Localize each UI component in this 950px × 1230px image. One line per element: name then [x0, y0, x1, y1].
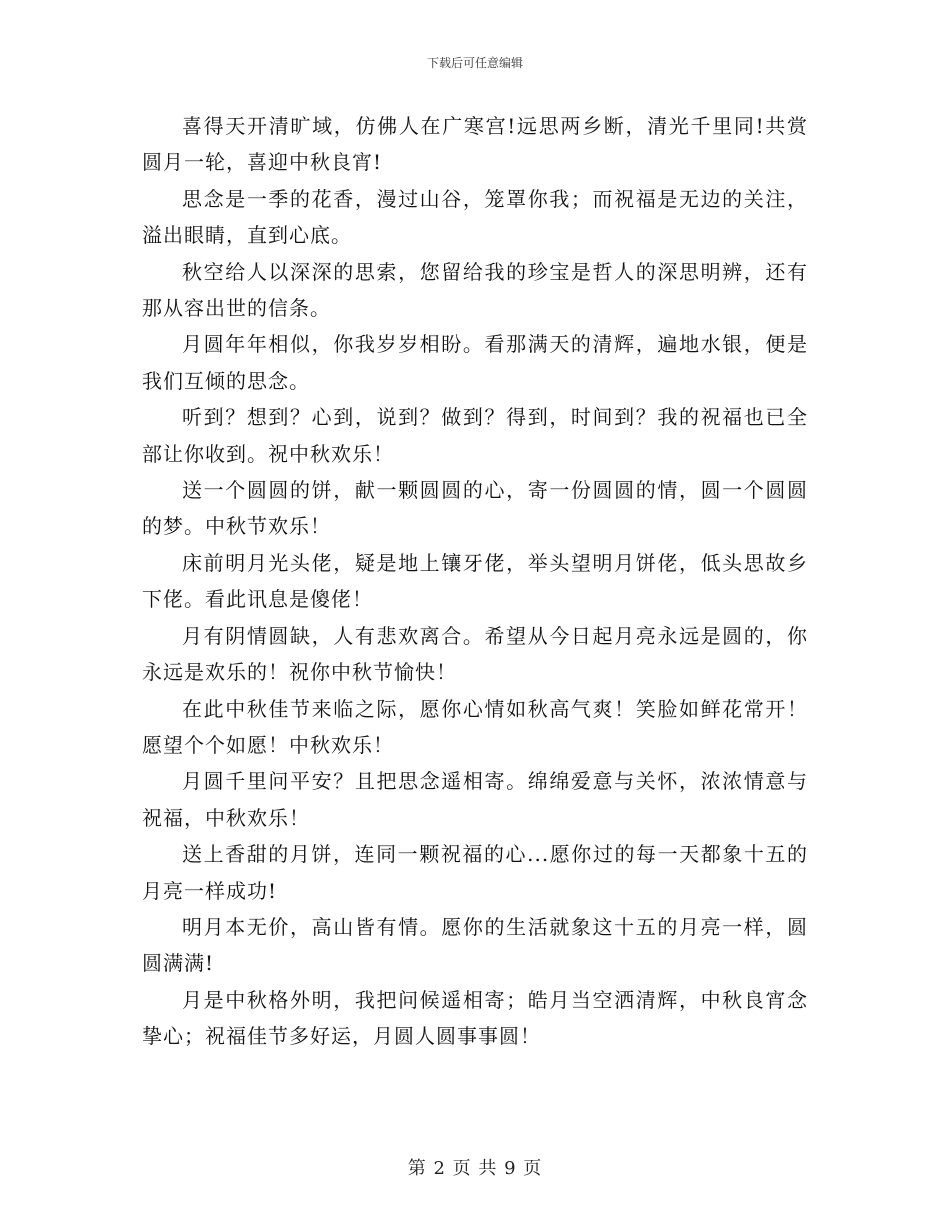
paragraph: 听到？想到？心到，说到？做到？得到，时间到？我的祝福也已全部让你收到。祝中秋欢乐！ [142, 405, 808, 466]
paragraph: 月圆年年相似，你我岁岁相盼。看那满天的清辉，遍地水银，便是我们互倾的思念。 [142, 332, 808, 393]
paragraph: 喜得天开清旷域，仿佛人在广寒宫!远思两乡断，清光千里同!共赏圆月一轮，喜迎中秋良宵! [142, 114, 808, 175]
paragraph: 秋空给人以深深的思索，您留给我的珍宝是哲人的深思明辨，还有那从容出世的信条。 [142, 259, 808, 321]
paragraph: 月圆千里问平安？且把思念遥相寄。绵绵爱意与关怀，浓浓情意与祝福，中秋欢乐！ [142, 769, 808, 830]
paragraph: 在此中秋佳节来临之际，愿你心情如秋高气爽！笑脸如鲜花常开！愿望个个如愿！中秋欢乐！ [142, 696, 808, 757]
paragraph: 思念是一季的花香，漫过山谷，笼罩你我；而祝福是无边的关注，溢出眼睛，直到心底。 [142, 186, 808, 248]
page-number: 第 2 页 共 9 页 [407, 1158, 543, 1179]
paragraph: 送上香甜的月饼，连同一颗祝福的心...愿你过的每一天都象十五的月亮一样成功! [142, 842, 808, 903]
paragraph: 月有阴情圆缺，人有悲欢离合。希望从今日起月亮永远是圆的，你永远是欢乐的！祝你中秋节愉快！ [142, 623, 808, 685]
page-header: 下载后可任意编辑 [426, 56, 523, 70]
paragraph: 送一个圆圆的饼，献一颗圆圆的心，寄一份圆圆的情，圆一个圆圆的梦。中秋节欢乐！ [142, 478, 808, 539]
page-body [142, 108, 808, 1055]
paragraph: 月是中秋格外明，我把问候遥相寄；皓月当空洒清辉，中秋良宵念挚心；祝福佳节多好运，月圆人圆事事圆！ [142, 987, 808, 1049]
paragraph: 明月本无价，高山皆有情。愿你的生活就象这十五的月亮一样，圆圆满满! [142, 914, 808, 976]
paragraph: 床前明月光头佬，疑是地上镶牙佬，举头望明月饼佬，低头思故乡下佬。看此讯息是傻佬！ [142, 550, 808, 612]
